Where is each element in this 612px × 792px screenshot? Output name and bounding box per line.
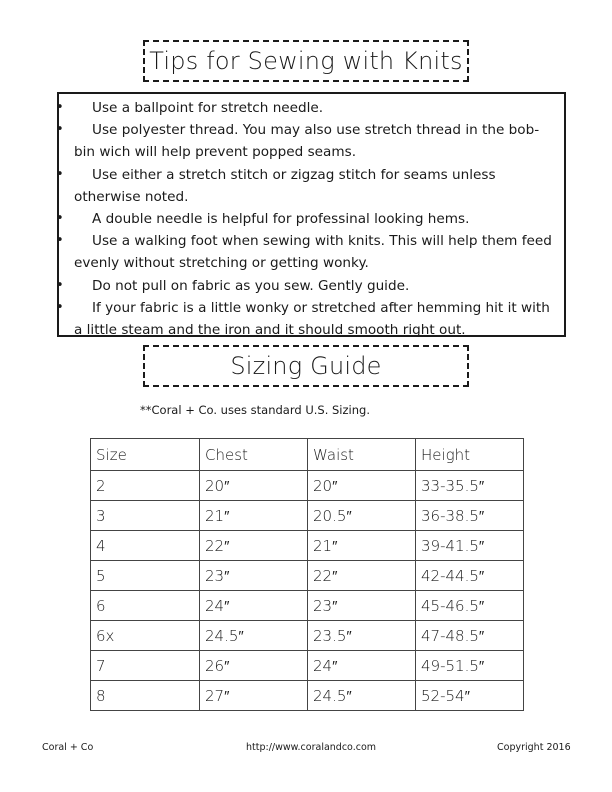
cell-size: 6x: [91, 621, 200, 651]
table-row: [91, 621, 524, 651]
cell-height: 52-54″: [416, 681, 524, 711]
sizing-table: [90, 438, 524, 711]
cell-waist: 24″: [308, 651, 416, 681]
tip-item: • Do not pull on fabric as you sew. Gently guide.: [74, 275, 556, 297]
cell-waist: 24.5″: [308, 681, 416, 711]
tips-box: [57, 92, 566, 337]
cell-waist: 20.5″: [308, 501, 416, 531]
cell-height: 33-35.5″: [416, 471, 524, 501]
cell-chest: 24.5″: [200, 621, 308, 651]
cell-chest: 27″: [200, 681, 308, 711]
cell-size: 2: [91, 471, 200, 501]
footer-brand: Coral + Co: [42, 742, 94, 753]
table-row: [91, 531, 524, 561]
cell-height: 45-46.5″: [416, 591, 524, 621]
cell-size: 3: [91, 501, 200, 531]
header-chest: Chest: [200, 439, 308, 471]
tips-list: [74, 97, 556, 341]
table-row: [91, 681, 524, 711]
cell-size: 7: [91, 651, 200, 681]
cell-size: 8: [91, 681, 200, 711]
table-row: [91, 561, 524, 591]
cell-waist: 20″: [308, 471, 416, 501]
cell-waist: 21″: [308, 531, 416, 561]
cell-height: 36-38.5″: [416, 501, 524, 531]
tip-item: • Use a ballpoint for stretch needle.: [74, 97, 556, 119]
cell-chest: 22″: [200, 531, 308, 561]
cell-height: 47-48.5″: [416, 621, 524, 651]
header-size: Size: [91, 439, 200, 471]
cell-size: 5: [91, 561, 200, 591]
table-row: [91, 501, 524, 531]
sizing-heading-text: Sizing Guide: [230, 352, 382, 380]
sizing-note: **Coral + Co. uses standard U.S. Sizing.: [140, 403, 370, 417]
tip-item: • A double needle is helpful for professinal looking hems.: [74, 208, 556, 230]
tips-heading: [143, 40, 469, 82]
cell-chest: 26″: [200, 651, 308, 681]
cell-height: 42-44.5″: [416, 561, 524, 591]
cell-waist: 23.5″: [308, 621, 416, 651]
header-waist: Waist: [308, 439, 416, 471]
cell-size: 6: [91, 591, 200, 621]
footer-url: http://www.coralandco.com: [246, 742, 377, 753]
sizing-heading: [143, 345, 469, 387]
table-row: [91, 591, 524, 621]
cell-height: 49-51.5″: [416, 651, 524, 681]
cell-chest: 20″: [200, 471, 308, 501]
tip-item: • Use a walking foot when sewing with knits. This will help them feed evenly without stretching or getting wonky.: [74, 230, 556, 274]
footer-copyright: Copyright 2016: [497, 742, 571, 753]
cell-waist: 23″: [308, 591, 416, 621]
table-row: [91, 651, 524, 681]
cell-chest: 21″: [200, 501, 308, 531]
cell-chest: 23″: [200, 561, 308, 591]
cell-waist: 22″: [308, 561, 416, 591]
cell-height: 39-41.5″: [416, 531, 524, 561]
cell-chest: 24″: [200, 591, 308, 621]
cell-size: 4: [91, 531, 200, 561]
tip-item: • If your fabric is a little wonky or stretched after hemming hit it with a little steam and the iron and it should smooth right out.: [74, 297, 556, 341]
header-height: Height: [416, 439, 524, 471]
tips-heading-text: Tips for Sewing with Knits: [149, 47, 463, 75]
tip-item: • Use polyester thread. You may also use stretch thread in the bob-bin wich will help prevent popped seams.: [74, 119, 556, 163]
table-header-row: [91, 439, 524, 471]
tip-item: • Use either a stretch stitch or zigzag stitch for seams unless otherwise noted.: [74, 164, 556, 208]
table-row: [91, 471, 524, 501]
